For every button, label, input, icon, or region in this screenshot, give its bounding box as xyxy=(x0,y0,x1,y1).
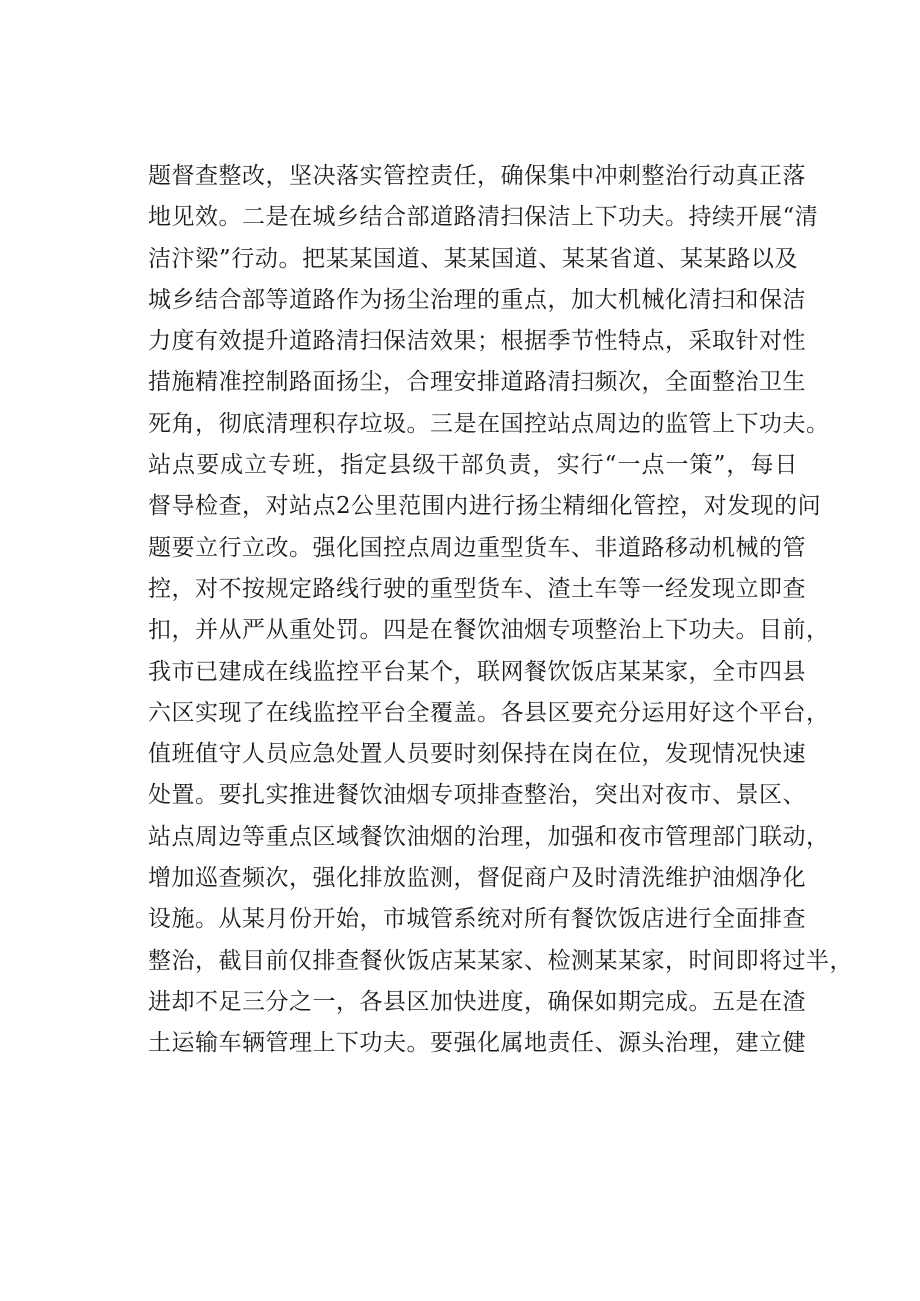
text-line: 站点要成立专班，指定县级干部负责，实行“一点一策”，每日 xyxy=(148,452,798,479)
text-line: 值班值守人员应急处置人员要时刻保持在岗在位，发现情况快速 xyxy=(148,741,806,768)
text-line: 扣，并从严从重处罚。四是在餐饮油烟专项整治上下功夫。目前， xyxy=(148,617,830,644)
text-line: 题督查整改，坚决落实管控责任，确保集中冲刺整治行动真正落 xyxy=(148,163,806,189)
text-line: 督导检查，对站点2公里范围内进行扬尘精细化管控，对发现的问 xyxy=(148,493,822,520)
text-line: 处置。要扎实推进餐饮油烟专项排查整治，突出对夜市、景区、 xyxy=(148,782,806,809)
text-line: 整治，截目前仅排查餐伙饭店某某家、检测某某家，时间即将过半， xyxy=(148,947,853,974)
text-line: 控，对不按规定路线行驶的重型货车、渣土车等一经发现立即查 xyxy=(148,575,806,602)
text-line: 地见效。二是在城乡结合部道路清扫保洁上下功夫。持续开展“清 xyxy=(148,204,819,231)
text-line: 站点周边等重点区域餐饮油烟的治理，加强和夜市管理部门联动， xyxy=(148,823,830,850)
text-line: 六区实现了在线监控平台全覆盖。各县区要充分运用好这个平台， xyxy=(148,699,830,726)
text-line: 城乡结合部等道路作为扬尘治理的重点，加大机械化清扫和保洁 xyxy=(148,286,806,313)
text-line: 我市已建成在线监控平台某个，联网餐饮饭店某某家，全市四县 xyxy=(148,658,806,685)
text-line: 进却不足三分之一，各县区加快进度，确保如期完成。五是在渣 xyxy=(148,988,806,1015)
text-line: 设施。从某月份开始，市城管系统对所有餐饮饭店进行全面排查 xyxy=(148,906,806,933)
text-line: 死角，彻底清理积存垃圾。三是在国控站点周边的监管上下功夫。 xyxy=(148,410,830,437)
body-text xyxy=(148,156,853,1065)
text-line: 洁汴梁”行动。把某某国道、某某国道、某某省道、某某路以及 xyxy=(148,245,798,272)
text-line: 增加巡查频次，强化排放监测，督促商户及时清洗维护油烟净化 xyxy=(148,865,806,892)
text-line: 力度有效提升道路清扫保洁效果；根据季节性特点，采取针对性 xyxy=(148,328,806,355)
text-line: 土运输车辆管理上下功夫。要强化属地责任、源头治理，建立健 xyxy=(148,1030,806,1057)
text-line: 措施精准控制路面扬尘，合理安排道路清扫频次，全面整治卫生 xyxy=(148,369,806,396)
text-line: 题要立行立改。强化国控点周边重型货车、非道路移动机械的管 xyxy=(148,534,806,561)
